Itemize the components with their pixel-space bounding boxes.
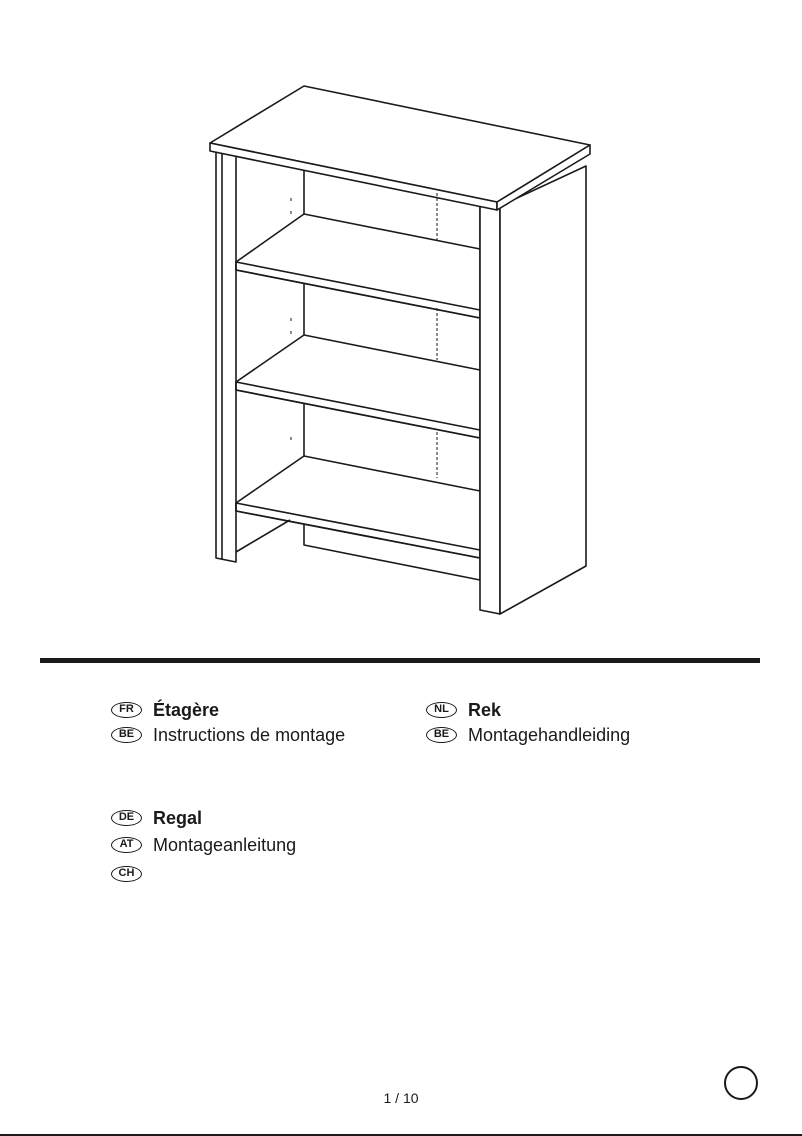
country-badge-at: AT (111, 837, 142, 853)
shelf-left-side (216, 151, 236, 562)
shelf-board-2 (236, 335, 480, 438)
corner-circle-mark (724, 1066, 758, 1100)
shelf-board-1 (236, 214, 480, 318)
country-badge-ch: CH (111, 866, 142, 882)
lang-row-at (111, 833, 296, 857)
country-badge-fr: FR (111, 702, 142, 718)
instructions-label-nl: Montagehandleiding (468, 724, 631, 745)
lang-row-de (111, 806, 202, 830)
country-badge-be-fr: BE (111, 727, 142, 743)
lang-row-be-fr (111, 723, 345, 747)
instructions-label-fr: Instructions de montage (153, 724, 346, 745)
lang-row-fr (111, 698, 219, 722)
product-title-de: Regal (153, 807, 203, 828)
country-badge-nl: NL (426, 702, 457, 718)
lang-row-be-nl (426, 723, 630, 747)
lang-row-nl (426, 698, 501, 722)
product-title-nl: Rek (468, 699, 502, 720)
page-number: 1 / 10 (383, 1090, 419, 1106)
instructions-label-de: Montageanleitung (153, 834, 297, 855)
product-title-fr: Étagère (153, 699, 220, 720)
country-badge-de: DE (111, 810, 142, 826)
country-badge-be-nl: BE (426, 727, 457, 743)
shelf-board-bottom (236, 456, 480, 558)
shelf-right-side (480, 202, 500, 614)
section-divider (40, 658, 760, 663)
lang-row-ch (111, 862, 153, 886)
